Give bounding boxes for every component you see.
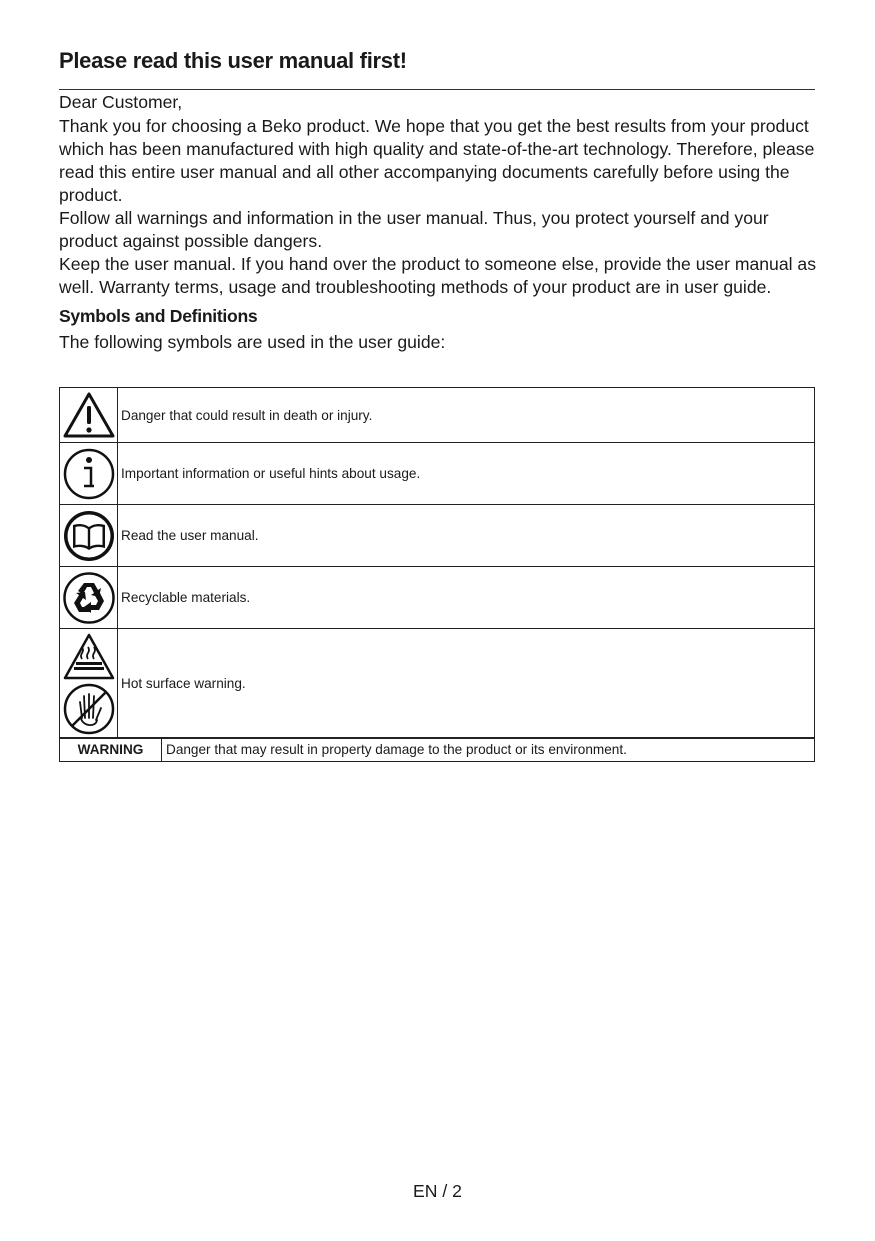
icon-cell: [60, 567, 118, 629]
hot-surface-icon: [62, 632, 116, 736]
intro-text: [59, 91, 819, 355]
info-icon: [62, 447, 116, 501]
page-title: Please read this user manual first!: [59, 48, 407, 73]
page-number: EN / 2: [413, 1181, 462, 1201]
symbols-heading: Symbols and Definitions: [59, 306, 258, 326]
icon-cell: [60, 443, 118, 505]
table-row: [60, 388, 815, 443]
symbol-description: Read the user manual.: [118, 505, 815, 567]
warning-table: [59, 737, 815, 762]
symbol-description: Danger that could result in death or injury.: [118, 388, 815, 443]
table-row: [60, 443, 815, 505]
symbol-description: Recyclable materials.: [118, 567, 815, 629]
greeting: Dear Customer,: [59, 92, 183, 112]
title-divider: [59, 89, 815, 90]
symbol-description: Hot surface warning.: [118, 629, 815, 739]
icon-cell: [60, 388, 118, 443]
symbols-table: [59, 387, 815, 739]
icon-cell: [60, 505, 118, 567]
table-row: [60, 505, 815, 567]
paragraph-keep-manual: Keep the user manual. If you hand over the product to someone else, provide the user manual as well. Warranty terms, usage and troubleshooting methods of your product are in user guide.: [59, 254, 816, 297]
recycle-icon: [62, 571, 116, 625]
paragraph-warnings: Follow all warnings and information in the user manual. Thus, you protect yourself and your product against possible dangers.: [59, 208, 769, 251]
book-icon: [62, 509, 116, 563]
symbols-intro: The following symbols are used in the user guide:: [59, 332, 446, 352]
warning-label: WARNING: [60, 738, 162, 762]
paragraph-thanks: Thank you for choosing a Beko product. We hope that you get the best results from your product which has been manufactured with high quality and state-of-the-art technology. Therefore, please read this entire user manual and all other accompanying documents carefully before using the product.: [59, 116, 815, 205]
warning-description: Danger that may result in property damage to the product or its environment.: [162, 738, 815, 762]
table-row: [60, 629, 815, 739]
icon-cell: [60, 629, 118, 739]
symbol-description: Important information or useful hints about usage.: [118, 443, 815, 505]
table-row: [60, 567, 815, 629]
danger-triangle-icon: [62, 390, 116, 440]
table-row: [60, 738, 815, 762]
